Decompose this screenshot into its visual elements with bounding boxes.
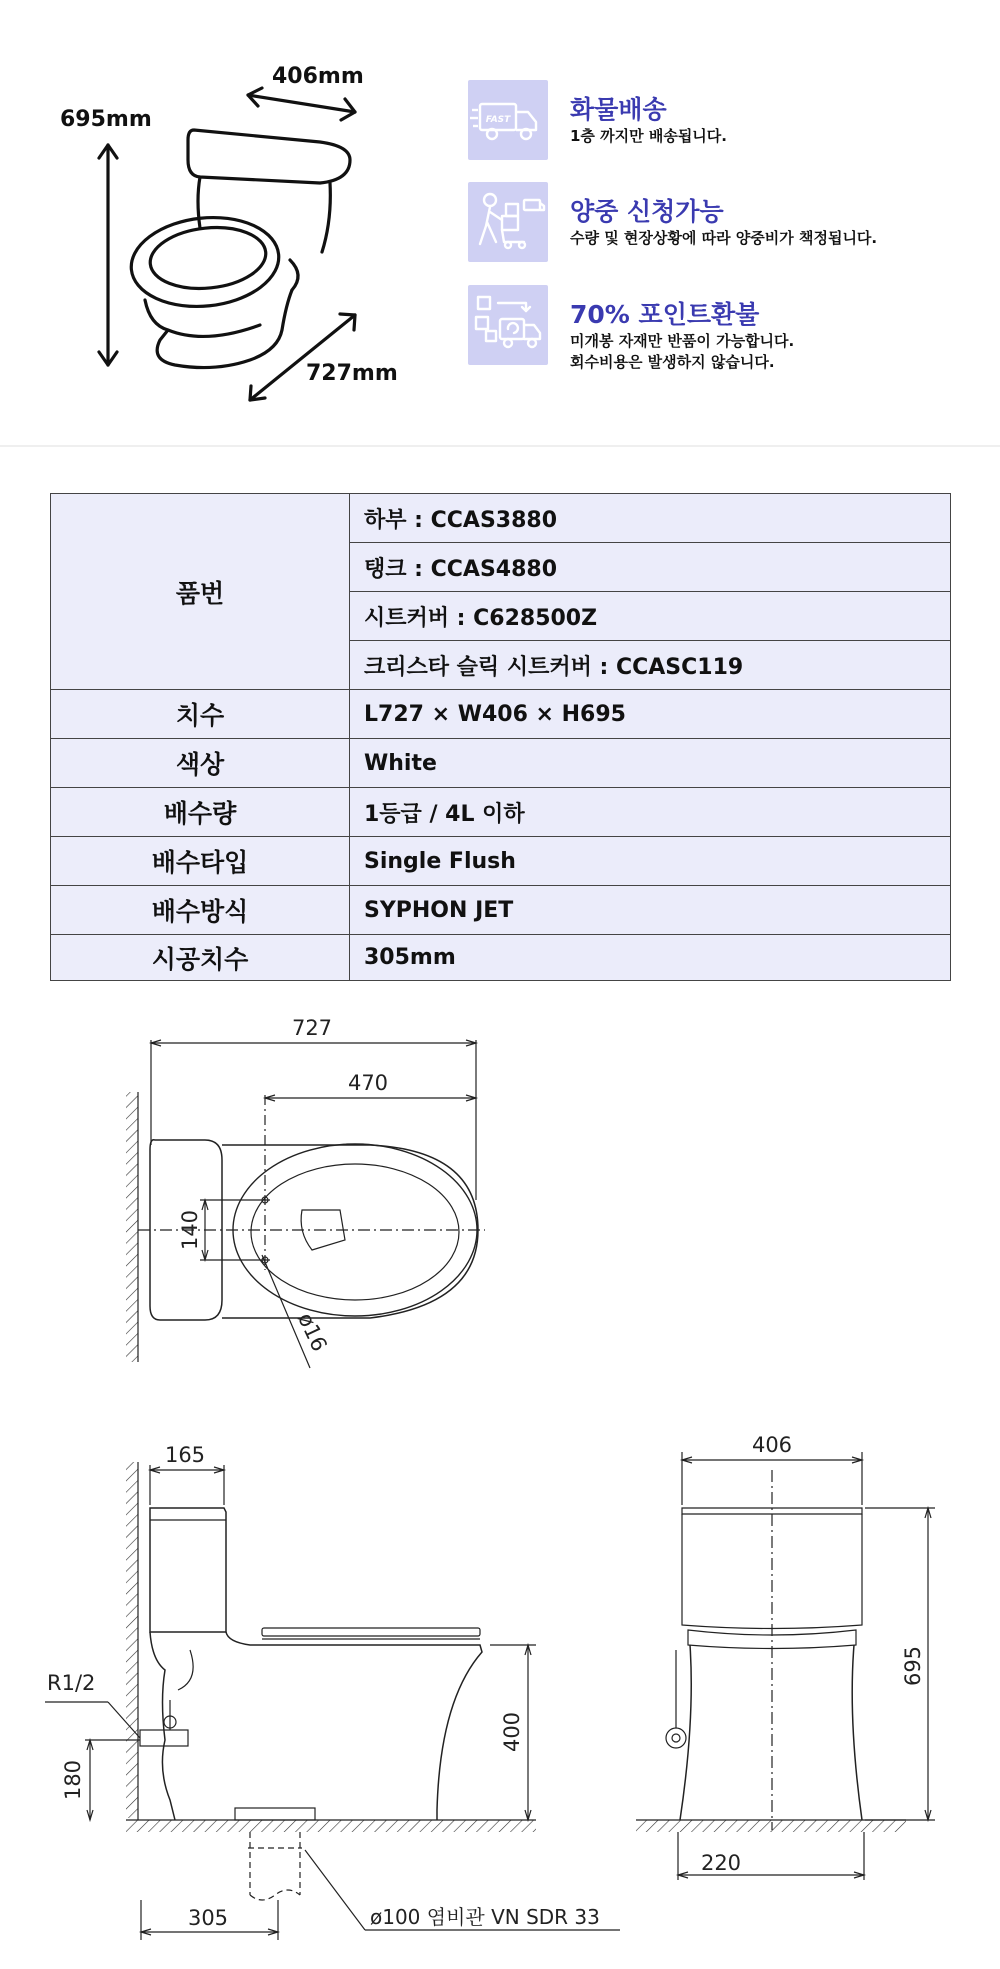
feature-title: 70% 포인트환불 <box>570 300 760 329</box>
spec-value: 1등급 / 4L 이하 <box>350 788 951 837</box>
dim-front-base: 220 <box>700 1851 742 1875</box>
table-row <box>51 494 951 543</box>
dim-height-label: 695mm <box>60 107 152 132</box>
dim-rough-in: 305 <box>187 1906 229 1930</box>
feature-desc <box>570 331 794 373</box>
dim-front-height: 695 <box>901 1645 925 1687</box>
table-row <box>51 935 951 981</box>
dim-inlet-height: 180 <box>61 1759 85 1801</box>
spec-model-value: 크리스타 슬릭 시트커버 : CCASC119 <box>350 641 951 690</box>
feature-desc-line: 수량 및 현장상황에 따라 양중비가 책정됩니다. <box>570 229 878 247</box>
delivery-person-icon <box>468 182 548 262</box>
feature-title: 화물배송 <box>570 95 667 124</box>
spec-value: SYPHON JET <box>350 886 951 935</box>
dim-front-width: 406 <box>751 1433 793 1457</box>
dim-top-center: 470 <box>347 1071 389 1095</box>
feature-desc-line: 미개봉 자재만 반품이 가능합니다. <box>570 332 795 350</box>
feature-freight-delivery <box>468 80 988 162</box>
dim-tank-depth: 165 <box>164 1443 206 1467</box>
table-row <box>51 739 951 788</box>
spec-label: 치수 <box>51 690 350 739</box>
spec-value: 305mm <box>350 935 951 981</box>
spec-label: 배수타입 <box>51 837 350 886</box>
feature-desc <box>570 126 727 147</box>
feature-point-refund <box>468 285 988 371</box>
spec-model-value: 시트커버 : C628500Z <box>350 592 951 641</box>
feature-title: 양중 신청가능 <box>570 197 724 226</box>
section-divider <box>0 445 1000 447</box>
dim-seat-height: 400 <box>500 1711 524 1753</box>
spec-model-value: 탱크 : CCAS4880 <box>350 543 951 592</box>
spec-label: 시공치수 <box>51 935 350 981</box>
fast-truck-icon <box>468 80 548 160</box>
table-row <box>51 886 951 935</box>
side-view-drawing <box>45 1462 620 1940</box>
spec-label: 배수방식 <box>51 886 350 935</box>
spec-label: 배수량 <box>51 788 350 837</box>
dim-bolt-spacing: 140 <box>178 1209 202 1251</box>
feature-desc-line: 회수비용은 발생하지 않습니다. <box>570 353 775 371</box>
spec-header-model: 품번 <box>51 494 350 690</box>
svg-text:FAST: FAST <box>485 115 511 125</box>
dim-inlet: R1/2 <box>47 1671 96 1695</box>
spec-value: L727 × W406 × H695 <box>350 690 951 739</box>
spec-value: Single Flush <box>350 837 951 886</box>
top-section <box>0 0 1000 445</box>
front-view-drawing <box>636 1452 935 1880</box>
dim-bolt-dia: ø16 <box>293 1309 332 1356</box>
feature-lifting-request <box>468 182 988 264</box>
spec-table <box>50 493 951 981</box>
table-row <box>51 690 951 739</box>
feature-desc <box>570 228 877 249</box>
pipe-spec-label: ø100 염비관 VN SDR 33 <box>370 1905 600 1929</box>
spec-model-value: 하부 : CCAS3880 <box>350 494 951 543</box>
dim-top-length: 727 <box>291 1016 333 1040</box>
feature-desc-line: 1층 까지만 배송됩니다. <box>570 127 727 145</box>
return-truck-icon <box>468 285 548 365</box>
spec-label: 색상 <box>51 739 350 788</box>
technical-drawing <box>0 980 1000 1969</box>
table-row <box>51 837 951 886</box>
table-row <box>51 788 951 837</box>
dim-depth-label: 727mm <box>306 361 398 386</box>
dim-width-label: 406mm <box>272 64 364 89</box>
spec-value: White <box>350 739 951 788</box>
